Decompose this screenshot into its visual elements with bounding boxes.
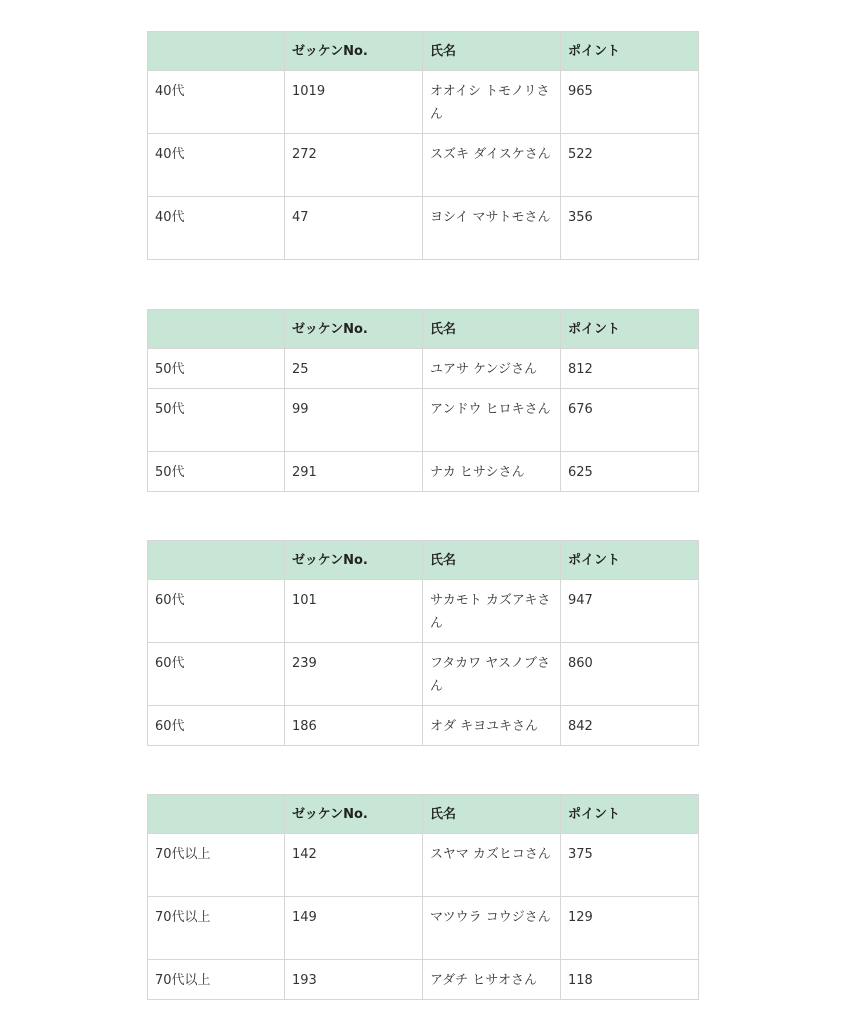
table-row	[148, 643, 699, 706]
header-name: 氏名	[423, 32, 561, 71]
cell-age: 60代	[148, 706, 285, 746]
table-row	[148, 706, 699, 746]
header-age-blank	[148, 795, 285, 834]
cell-number: 239	[285, 643, 423, 706]
cell-number: 99	[285, 389, 423, 452]
ranking-table-40s	[147, 31, 699, 260]
cell-name: フタカワ ヤスノブさん	[423, 643, 561, 706]
header-number: ゼッケンNo.	[285, 310, 423, 349]
header-points: ポイント	[561, 310, 699, 349]
table-row	[148, 960, 699, 1000]
cell-points: 118	[561, 960, 699, 1000]
cell-name: オダ キヨユキさん	[423, 706, 561, 746]
cell-points: 812	[561, 349, 699, 389]
ranking-table-70s-plus	[147, 794, 699, 1000]
cell-age: 40代	[148, 71, 285, 134]
cell-age: 70代以上	[148, 834, 285, 897]
table-row	[148, 452, 699, 492]
cell-points: 676	[561, 389, 699, 452]
cell-number: 149	[285, 897, 423, 960]
cell-age: 50代	[148, 349, 285, 389]
cell-number: 101	[285, 580, 423, 643]
cell-number: 1019	[285, 71, 423, 134]
table-row	[148, 897, 699, 960]
cell-age: 40代	[148, 197, 285, 260]
cell-number: 186	[285, 706, 423, 746]
cell-points: 947	[561, 580, 699, 643]
cell-number: 25	[285, 349, 423, 389]
ranking-table-50s	[147, 309, 699, 492]
cell-points: 842	[561, 706, 699, 746]
table-row	[148, 197, 699, 260]
cell-name: ヨシイ マサトモさん	[423, 197, 561, 260]
table-row	[148, 349, 699, 389]
header-points: ポイント	[561, 32, 699, 71]
cell-number: 193	[285, 960, 423, 1000]
header-name: 氏名	[423, 541, 561, 580]
cell-points: 129	[561, 897, 699, 960]
cell-age: 60代	[148, 580, 285, 643]
cell-number: 47	[285, 197, 423, 260]
cell-points: 860	[561, 643, 699, 706]
table-row	[148, 389, 699, 452]
cell-name: マツウラ コウジさん	[423, 897, 561, 960]
table-row	[148, 71, 699, 134]
header-age-blank	[148, 310, 285, 349]
cell-number: 272	[285, 134, 423, 197]
cell-age: 60代	[148, 643, 285, 706]
header-points: ポイント	[561, 541, 699, 580]
table-row	[148, 134, 699, 197]
cell-number: 291	[285, 452, 423, 492]
cell-number: 142	[285, 834, 423, 897]
cell-age: 70代以上	[148, 897, 285, 960]
table-row	[148, 834, 699, 897]
ranking-table-60s	[147, 540, 699, 746]
cell-points: 356	[561, 197, 699, 260]
table-row	[148, 580, 699, 643]
cell-age: 70代以上	[148, 960, 285, 1000]
cell-name: サカモト カズアキさん	[423, 580, 561, 643]
header-age-blank	[148, 541, 285, 580]
header-name: 氏名	[423, 310, 561, 349]
cell-age: 40代	[148, 134, 285, 197]
cell-points: 375	[561, 834, 699, 897]
cell-name: ナカ ヒサシさん	[423, 452, 561, 492]
cell-name: アダチ ヒサオさん	[423, 960, 561, 1000]
cell-age: 50代	[148, 452, 285, 492]
cell-points: 522	[561, 134, 699, 197]
cell-age: 50代	[148, 389, 285, 452]
cell-name: オオイシ トモノリさん	[423, 71, 561, 134]
header-number: ゼッケンNo.	[285, 795, 423, 834]
header-number: ゼッケンNo.	[285, 541, 423, 580]
table-header-row	[148, 795, 699, 834]
cell-name: スズキ ダイスケさん	[423, 134, 561, 197]
table-header-row	[148, 32, 699, 71]
cell-points: 965	[561, 71, 699, 134]
header-age-blank	[148, 32, 285, 71]
header-name: 氏名	[423, 795, 561, 834]
table-header-row	[148, 310, 699, 349]
header-number: ゼッケンNo.	[285, 32, 423, 71]
table-header-row	[148, 541, 699, 580]
cell-points: 625	[561, 452, 699, 492]
cell-name: スヤマ カズヒコさん	[423, 834, 561, 897]
header-points: ポイント	[561, 795, 699, 834]
cell-name: アンドウ ヒロキさん	[423, 389, 561, 452]
cell-name: ユアサ ケンジさん	[423, 349, 561, 389]
